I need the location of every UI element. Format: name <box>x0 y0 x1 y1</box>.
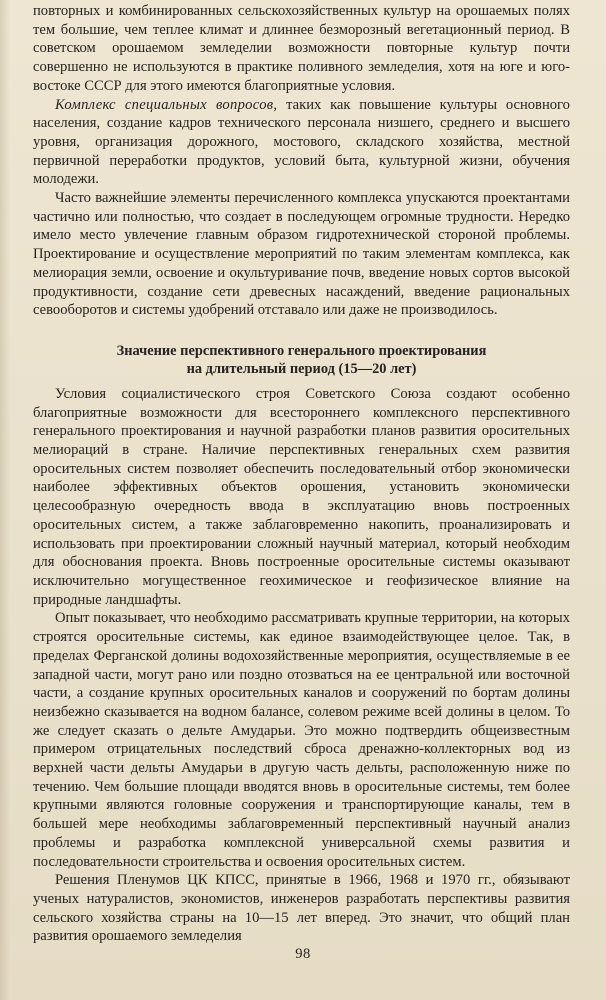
paragraph-socialist-conditions: Условия социалистического строя Советского Союза создают особенно благоприятные возможности для всестороннего комплексного перспективного генерального проектирования и научной разработки планов развития оросительных мелиораций в стране. Наличие перспективных генеральных схем развития оросительных систем позволяет обеспечить последовательный отбор экономически наиболее эффективных объектов орошения, установить экономически целесообразную очередность ввода в эксплуатацию вновь построенных оросительных систем, а также заблаговременно накопить, проанализировать и использовать при проектировании сложный научный материал, который необходим для обоснования проекта. Вновь построенные оросительные системы оказывают исключительно могущественное геохимическое и геофизическое влияние на природные ландшафты. <box>33 385 570 608</box>
paragraph-special-questions <box>33 96 570 190</box>
section-heading <box>33 342 570 378</box>
section-heading-line-2: на длительный период (15—20 лет) <box>186 360 417 377</box>
section-heading-line-1: Значение перспективного генерального проектирования <box>116 342 487 359</box>
paragraph-design-shortcomings: Часто важнейшие элементы перечисленного комплекса упускаются проектантами частично или полностью, что создает в последующем огромные трудности. Нередко имело место увлечение главным образом гидротехнической стороной проблемы. Проектирование и осуществление мероприятий по таким элементам комплекса, как мелиорация земли, освоение и окультуривание почв, введение новых сортов высокой продуктивности, создание сети древесных насаждений, введение рациональных севооборотов и системы удобрений отставало или даже не производилось. <box>33 190 570 319</box>
italic-lead-phrase: Комплекс специальных вопросов, <box>55 96 278 113</box>
paragraph-experience: Опыт показывает, что необходимо рассматривать крупные территории, на которых строятся оросительные системы, как единое взаимодействующее целое. Так, в пределах Ферганской долины водохозяйственные мероприятия, осуществляемые в ее западной части, могут рано или поздно отозваться на ее центральной или восточной части, а создание крупных оросительных каналов и сооружений по бортам долины неизбежно сказывается на водном балансе, солевом режиме всей долины в целом. То же следует сказать о дельте Амударьи. Это можно подтвердить общеизвестным примером отрицательных последствий сброса дренажно-коллекторных вод из верхней части дельты Амударьи в другую часть дельты, расположенную ниже по течению. Чем большие площади вводятся вновь в оросительные системы, тем более крупными являются головные сооружения и транспортирующие каналы, тем в большей мере необходимы заблаговременный перспективный научный анализ проблемы и разработка комплексной универсальной схемы развития и последовательности строительства и освоения оросительных систем. <box>33 610 570 870</box>
page-number: 98 <box>295 946 311 962</box>
paragraph-special-questions-text: таких как повышение культуры основного населения, создание кадров технического персонала низшего, среднего и высшего уровня, организация дорожного, мостового, складского хозяйства, местной первичной переработки продуктов, условий быта, культурной жизни, обучения молодежи. <box>33 96 570 188</box>
paragraph-plenum-decisions: Решения Пленумов ЦК КПСС, принятые в 1966, 1968 и 1970 гг., обязывают ученых натуралистов, экономистов, инженеров разработать перспективы развития сельского хозяйства страны на 10—15 лет вперед. Это значит, что общий план развития орошаемого земледелия <box>33 872 570 945</box>
paragraph-irrigation-crops: повторных и комбинированных сельскохозяйственных культур на орошаемых полях тем большие, чем теплее климат и длиннее безморозный вегетационный период. В советском орошаемом земледелии возможности повторные культур почти совершенно не используются в практике поливного земледелия, хотя на юге и юго-востоке СССР для этого имеются благоприятные условия. <box>33 3 570 94</box>
